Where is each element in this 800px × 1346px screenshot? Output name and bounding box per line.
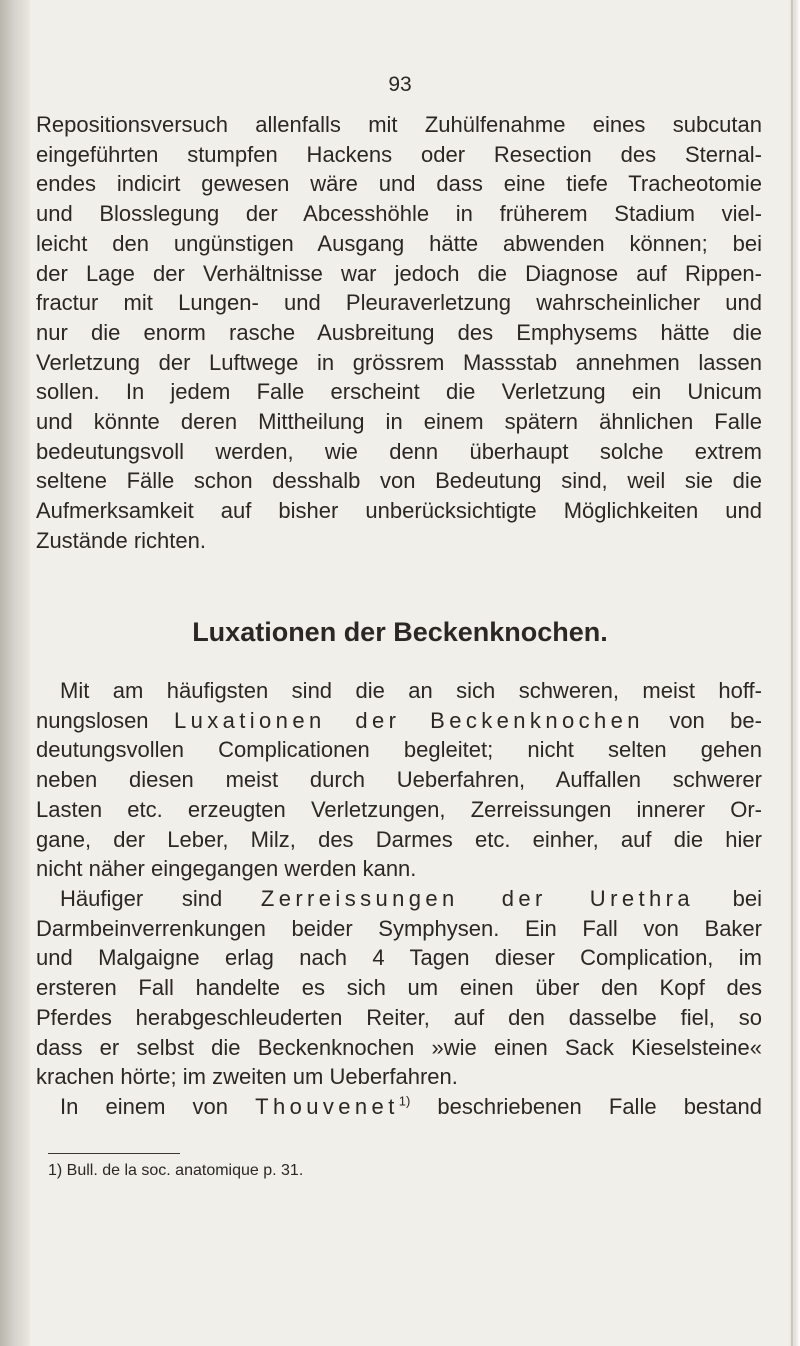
text-line: Pferdes herabgeschleuderten Reiter, auf den dasselbe fiel, so <box>36 1004 762 1030</box>
text-line: nur die enorm rasche Ausbreitung des Emphysems hätte die <box>36 319 762 345</box>
text-line: ersteren Fall handelte es sich um einen über den Kopf des <box>36 975 762 1001</box>
text-line: eingeführten stumpfen Hackens oder Resection des Sternal- <box>36 141 762 167</box>
text-line: fractur mit Lungen- und Pleuraverletzung wahrscheinlicher und <box>36 290 762 316</box>
text-line <box>36 884 762 914</box>
text-line: krachen hörte; im zweiten um Ueberfahren. <box>36 1064 458 1090</box>
book-spine-shadow <box>0 0 30 1346</box>
text-line <box>36 706 762 736</box>
emphasized-name: Thouvenet <box>255 1094 399 1119</box>
page-edge <box>788 0 800 1346</box>
text-run: beschriebenen Falle bestand <box>437 1094 762 1119</box>
text-line: seltene Fälle schon desshalb von Bedeutung sind, weil sie die <box>36 468 762 494</box>
text-line: Aufmerksamkeit auf bisher unberücksichtigte Möglichkeiten und <box>36 498 762 524</box>
text-line: Zustände richten. <box>36 527 206 553</box>
text-line: neben diesen meist durch Ueberfahren, Auffallen schwerer <box>36 767 762 793</box>
paragraph-1 <box>36 110 762 556</box>
text-line: Darmbeinverrenkungen beider Symphysen. Ein Fall von Baker <box>36 915 762 941</box>
text-line: Lasten etc. erzeugten Verletzungen, Zerreissungen innerer Or- <box>36 796 762 822</box>
paragraph-2 <box>36 676 762 884</box>
text-run: bei <box>732 886 762 911</box>
text-line: leicht den ungünstigen Ausgang hätte abwenden können; bei <box>36 230 762 256</box>
text-line: gane, der Leber, Milz, des Darmes etc. einher, auf die hier <box>36 826 762 852</box>
text-line: und Malgaigne erlag nach 4 Tagen dieser Complication, im <box>36 945 762 971</box>
emphasized-term: Zerreissungen der Urethra <box>260 886 694 911</box>
text-run: Häufiger sind <box>60 886 223 911</box>
page-number: 93 <box>388 73 412 96</box>
paragraph-3 <box>36 884 762 1092</box>
text-line: deutungsvollen Complicationen begleitet; nicht selten gehen <box>36 737 762 763</box>
footnote: 1) Bull. de la soc. anatomique p. 31. <box>48 1162 304 1179</box>
text-line: der Lage der Verhältnisse war jedoch die Diagnose auf Rippen- <box>36 260 762 286</box>
section-heading: Luxationen der Beckenknochen. <box>192 617 608 647</box>
text-run: nungslosen <box>36 707 149 733</box>
text-line: endes indicirt gewesen wäre und dass eine tiefe Tracheotomie <box>36 171 762 197</box>
text-line: Repositionsversuch allenfalls mit Zuhülfenahme eines subcutan <box>36 112 762 137</box>
emphasized-term: Luxationen der Beckenknochen <box>173 707 644 733</box>
text-line: Mit am häufigsten sind die an sich schweren, meist hoff- <box>60 678 762 703</box>
footnote-divider <box>48 1153 180 1154</box>
paragraph-4 <box>36 1092 762 1122</box>
text-line: dass er selbst die Beckenknochen »wie einen Sack Kieselsteine« <box>36 1034 762 1060</box>
text-run: In einem von <box>60 1094 228 1119</box>
text-run: von be- <box>669 707 762 733</box>
text-line: Verletzung der Luftwege in grössrem Massstab annehmen lassen <box>36 349 762 375</box>
text-line: bedeutungsvoll werden, wie denn überhaupt solche extrem <box>36 438 762 464</box>
text-line <box>36 1092 762 1122</box>
text-line: sollen. In jedem Falle erscheint die Verletzung ein Unicum <box>36 379 762 405</box>
footnote-reference[interactable]: 1) <box>398 1093 411 1109</box>
text-line: und könnte deren Mittheilung in einem spätern ähnlichen Falle <box>36 409 762 435</box>
text-line: und Blosslegung der Abcesshöhle in früherem Stadium viel- <box>36 201 762 227</box>
text-line: nicht näher eingegangen werden kann. <box>36 856 417 882</box>
